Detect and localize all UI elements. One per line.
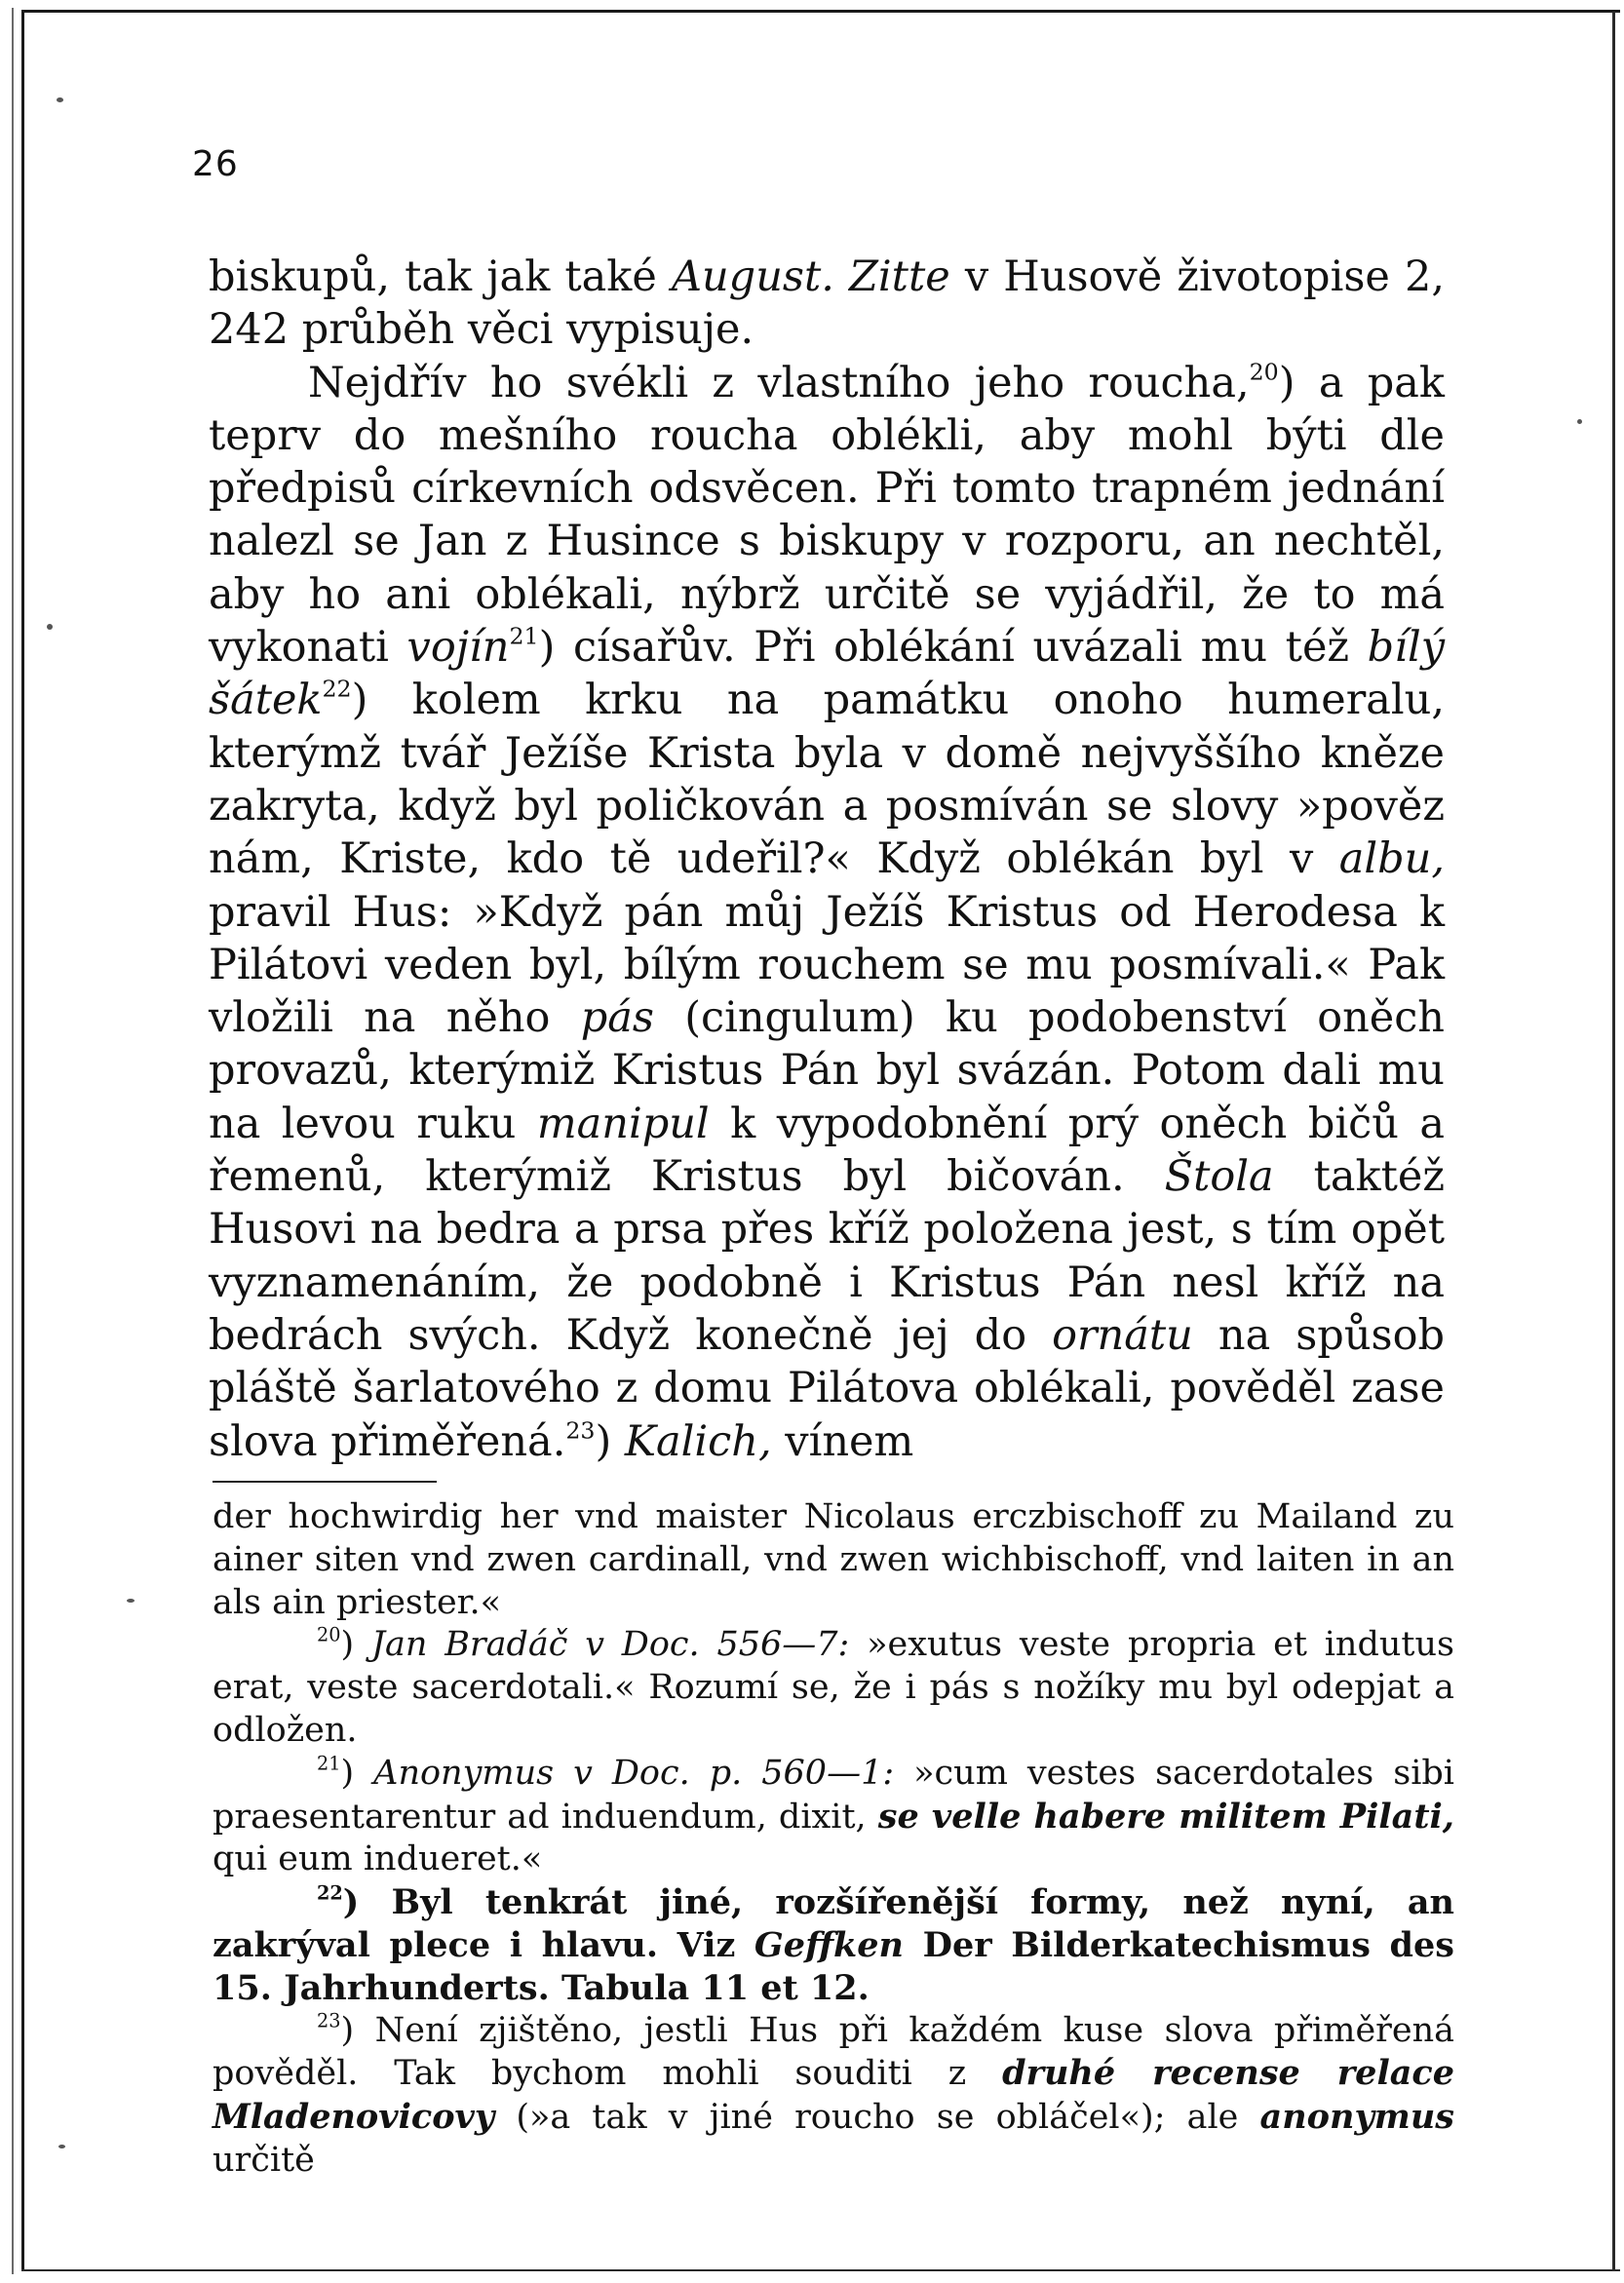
footnote-21: $^{21}$) Anonymus v Doc. p. 560—1: »cum vestes sacerdotales sibi praesentarentur ad induendum, dixit, se velle habere militem Pilati, qui eum indueret.« [213, 1752, 1454, 1879]
text-run: ) císařův. Při oblékání uvázali mu též [538, 623, 1368, 673]
text-run: »exutus veste propria et indutus erat, veste sacerdotali.« Rozumí se, že i pás s nožíky mu byl odepjat a odložen. [213, 1625, 1454, 1750]
footnote-ref-23: 23 [565, 1415, 596, 1444]
footnote-ref-21: 21 [509, 622, 539, 650]
footnote-22: $^{22}$) Byl tenkrát jiné, rozšířenější formy, než nyní, an zakrýval plece i hlavu. Viz Geffken Der Bilderkatechismus des 15. Jahrhunderts. Tabula 11 et 12. [213, 1881, 1455, 2008]
text-run: Der Bilderkatechismus des 15. Jahrhunderts. Tabula 11 et 12. [213, 1924, 1454, 2008]
emphasis: bílý šátek [209, 623, 1445, 725]
footnote-continuation: der hochwirdig her vnd maister Nicolaus erczbischoff zu Mailand zu ainer siten vnd zwen cardinall, vnd zwen wichbischoff, vnd laiten in an als ain priester.« [213, 1497, 1454, 1622]
text-run: v Husově životopise 2, 242 průběh věci vypisuje. [209, 252, 1445, 355]
emphasis: albu, [1338, 834, 1445, 884]
scan-speck [47, 624, 53, 630]
text-run: ) a pak teprv do mešního roucha oblékli, aby mohl býti dle předpisů církevních odsvěcen. Při tomto trapném jednání nalezl se Jan z Husince s biskupy v rozporu, an nechtěl, aby ho ani oblékali, nýbrž určitě se vyjádřil, že to má vykonati [209, 358, 1445, 673]
text-run: taktéž Husovi na bedra a prsa přes kříž položena jest, s tím opět vyznamenáním, že podobně i Kristus Pán nesl kříž na bedrách svých. Když konečně jej do [209, 1152, 1445, 1360]
citation: Geffken [754, 1924, 904, 1965]
text-run: na spůsob pláště šarlatového z domu Pilátova oblékali, pověděl zase slova přiměřená. [209, 1310, 1445, 1466]
scan-speck [127, 1599, 135, 1603]
footnote-ref-20: 20 [1249, 357, 1279, 385]
text-run: vínem [771, 1416, 914, 1466]
text-run: ) [595, 1416, 625, 1466]
scan-border-left [21, 10, 24, 2271]
citation: Jan Bradáč v Doc. 556—7: [370, 1625, 850, 1665]
text-run: Byl tenkrát jiné, rozšířenější formy, než nyní, an zakrýval plece i hlavu. Viz [213, 1882, 1455, 1965]
emphasis: se velle habere militem Pilati, [877, 1796, 1454, 1837]
emphasis: pás [580, 993, 654, 1043]
text-run: Není zjištěno, jestli Hus při každém kuse slova přiměřená pověděl. Tak bychom mohli souditi z [213, 2010, 1455, 2094]
scan-border-right [1612, 12, 1615, 2269]
footnote-number: 23 [317, 2009, 341, 2032]
footnotes [213, 1496, 1454, 2183]
scan-border-top [21, 10, 1620, 13]
emphasis: ornátu [1052, 1310, 1193, 1360]
emphasis: druhé recense relace Mladenovicovy [213, 2053, 1454, 2138]
text-run: (»a tak v jiné roucho se obláčel«); ale [494, 2098, 1260, 2138]
footnote-number: 20 [317, 1623, 341, 1646]
footnote-20: $^{20}$) Jan Bradáč v Doc. 556—7: »exutus veste propria et indutus erat, veste sacerdotali.« Rozumí se, že i pás s nožíky mu byl odepjat a odložen. [213, 1623, 1454, 1750]
paragraph-1 [209, 251, 1445, 357]
scan-border-left-outer [12, 8, 14, 2274]
footnote-ref-22: 22 [322, 675, 352, 703]
footnote-23: $^{23}$) Není zjištěno, jestli Hus při každém kuse slova přiměřená pověděl. Tak bychom mohli souditi z druhé recense relace Mladenovicovy (»a tak v jiné roucho se obláčel«); ale anonymus určitě [213, 2009, 1455, 2180]
emphasis: manipul [536, 1099, 710, 1148]
text-run: ) kolem krku na památku onoho humeralu, kterýmž tvář Ježíše Krista byla v domě nejvyššího kněze zakryta, když byl poličkován a posmíván se slovy »pověz nám, Kriste, kdo tě udeřil?« Když oblékán byl v [209, 676, 1445, 884]
footnote-number: 22 [317, 1881, 343, 1905]
emphasis: Kalich, [624, 1416, 772, 1466]
main-text [209, 251, 1445, 1468]
author-name: August. Zitte [671, 252, 950, 301]
text-run: »cum vestes sacerdotales sibi praesentarentur ad induendum, dixit, [213, 1753, 1454, 1837]
text-run: biskupů, tak jak také [209, 252, 672, 301]
scan-speck [57, 97, 63, 102]
text-run: Nejdřív ho svékli z vlastního jeho roucha, [308, 358, 1250, 407]
scan-speck [58, 2145, 65, 2148]
text-run: qui eum indueret.« [213, 1839, 543, 1879]
text-run: (cingulum) ku podobenství oněch provazů, kterýmiž Kristus Pán byl svázán. Potom dali mu na levou ruku [209, 993, 1446, 1148]
footnote-divider [213, 1481, 437, 1483]
scan-border-bottom [21, 2269, 1620, 2271]
emphasis: vojín [406, 623, 510, 673]
scan-speck [1577, 419, 1582, 424]
paragraph-2 [209, 357, 1445, 1468]
page-number: 26 [192, 144, 239, 184]
emphasis: Štola [1164, 1152, 1274, 1202]
footnote-number: 21 [317, 1752, 341, 1775]
text-run: určitě [213, 2140, 315, 2180]
text-run: k vypodobnění prý oněch bičů a řemenů, kterýmiž Kristus byl bičován. [209, 1099, 1445, 1202]
citation: Anonymus v Doc. p. 560—1: [373, 1753, 895, 1793]
emphasis: anonymus [1259, 2097, 1454, 2138]
text-run: pravil Hus: »Když pán můj Ježíš Kristus od Herodesa k Pilátovi veden byl, bílým rouchem se mu posmívali.« Pak vložili na něho [209, 887, 1445, 1043]
